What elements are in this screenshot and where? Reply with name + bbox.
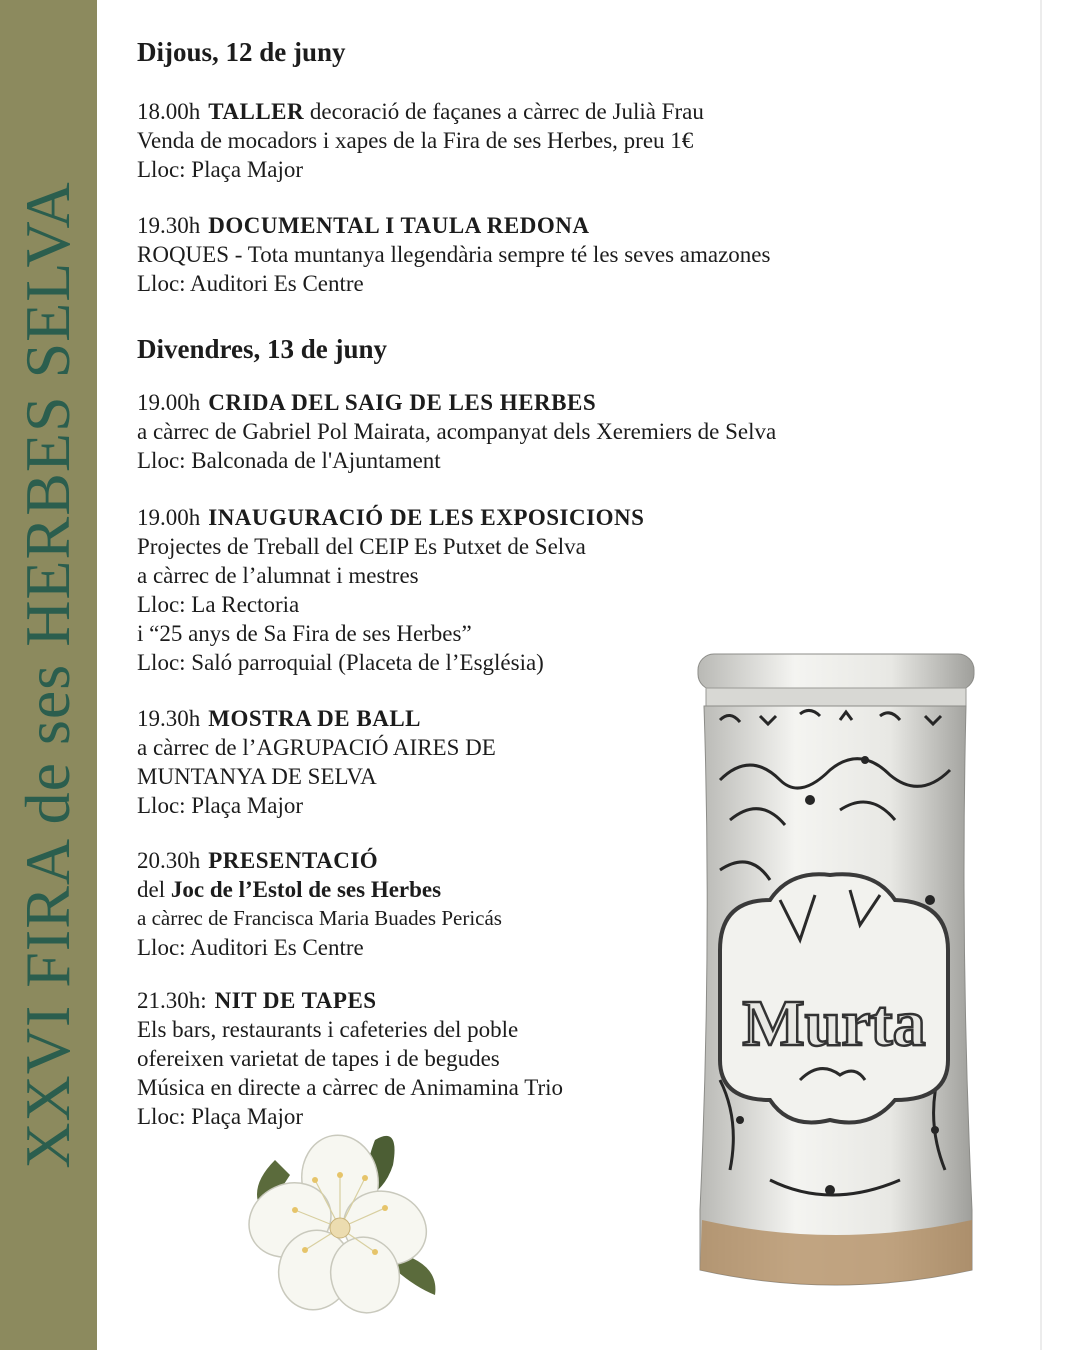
event-time: 19.30h — [137, 706, 201, 731]
event-title: CRIDA DEL SAIG DE LES HERBES — [208, 390, 597, 415]
event-location: Lloc: Plaça Major — [137, 157, 304, 182]
event-presentacio — [137, 846, 502, 962]
event-sub-title: Joc de l’Estol de ses Herbes — [170, 877, 442, 902]
event-location: Lloc: Auditori Es Centre — [137, 271, 364, 296]
event-line: a càrrec de Francisca Maria Buades Pericás — [137, 906, 502, 930]
day-heading: Divendres, 13 de juny — [137, 334, 388, 364]
event-title: PRESENTACIÓ — [208, 848, 379, 873]
event-documental — [137, 211, 770, 298]
event-time: 20.30h — [137, 848, 201, 873]
event-location: Lloc: La Rectoria — [137, 592, 300, 617]
event-title: MOSTRA DE BALL — [208, 706, 422, 731]
event-line: i “25 anys de Sa Fira de ses Herbes” — [137, 621, 472, 646]
event-nit-de-tapes — [137, 986, 563, 1131]
event-crida — [137, 388, 776, 475]
event-line: a càrrec de l’AGRUPACIÓ AIRES DE — [137, 735, 496, 760]
myrtle-flower-icon — [235, 1120, 445, 1315]
event-location: Lloc: Plaça Major — [137, 1104, 304, 1129]
event-time: 21.30h: — [137, 988, 207, 1013]
event-line: a càrrec de l’alumnat i mestres — [137, 563, 419, 588]
murta-jar-illustration — [690, 650, 980, 1310]
event-inauguracio — [137, 503, 644, 677]
event-location: Lloc: Saló parroquial (Placeta de l’Església) — [137, 650, 544, 675]
event-taller — [137, 97, 704, 184]
vertical-title: XXVI FIRA de ses HERBES SELVA — [12, 181, 83, 1169]
page-edge — [1040, 0, 1042, 1350]
event-line: Música en directe a càrrec de Animamina Trio — [137, 1075, 563, 1100]
event-line: a càrrec de Gabriel Pol Mairata, acompanyat dels Xeremiers de Selva — [137, 419, 777, 444]
event-time: 18.00h — [137, 99, 201, 124]
event-location: Lloc: Plaça Major — [137, 793, 304, 818]
event-title: TALLER — [208, 99, 305, 124]
event-location: Lloc: Auditori Es Centre — [137, 935, 364, 960]
event-title: INAUGURACIÓ DE LES EXPOSICIONS — [208, 505, 645, 530]
event-time: 19.00h — [137, 390, 201, 415]
jar-label: Murta — [742, 987, 926, 1060]
event-title-rest: decoració de façanes a càrrec de Julià Frau — [309, 99, 704, 124]
event-time: 19.00h — [137, 505, 201, 530]
event-sub-prefix: del — [137, 877, 166, 902]
event-mostra — [137, 704, 496, 820]
event-title: NIT DE TAPES — [214, 988, 377, 1013]
event-line: MUNTANYA DE SELVA — [137, 764, 377, 789]
event-title: DOCUMENTAL I TAULA REDONA — [208, 213, 590, 238]
event-line: ofereixen varietat de tapes i de begudes — [137, 1046, 500, 1071]
event-location: Lloc: Balconada de l'Ajuntament — [137, 448, 441, 473]
event-line: Els bars, restaurants i cafeteries del poble — [137, 1017, 519, 1042]
day-heading: Dijous, 12 de juny — [137, 37, 346, 67]
event-line: ROQUES - Tota muntanya llegendària sempre té les seves amazones — [137, 242, 771, 267]
event-time: 19.30h — [137, 213, 201, 238]
event-line: Venda de mocadors i xapes de la Fira de ses Herbes, preu 1€ — [137, 128, 694, 153]
event-line: Projectes de Treball del CEIP Es Putxet de Selva — [137, 534, 586, 559]
